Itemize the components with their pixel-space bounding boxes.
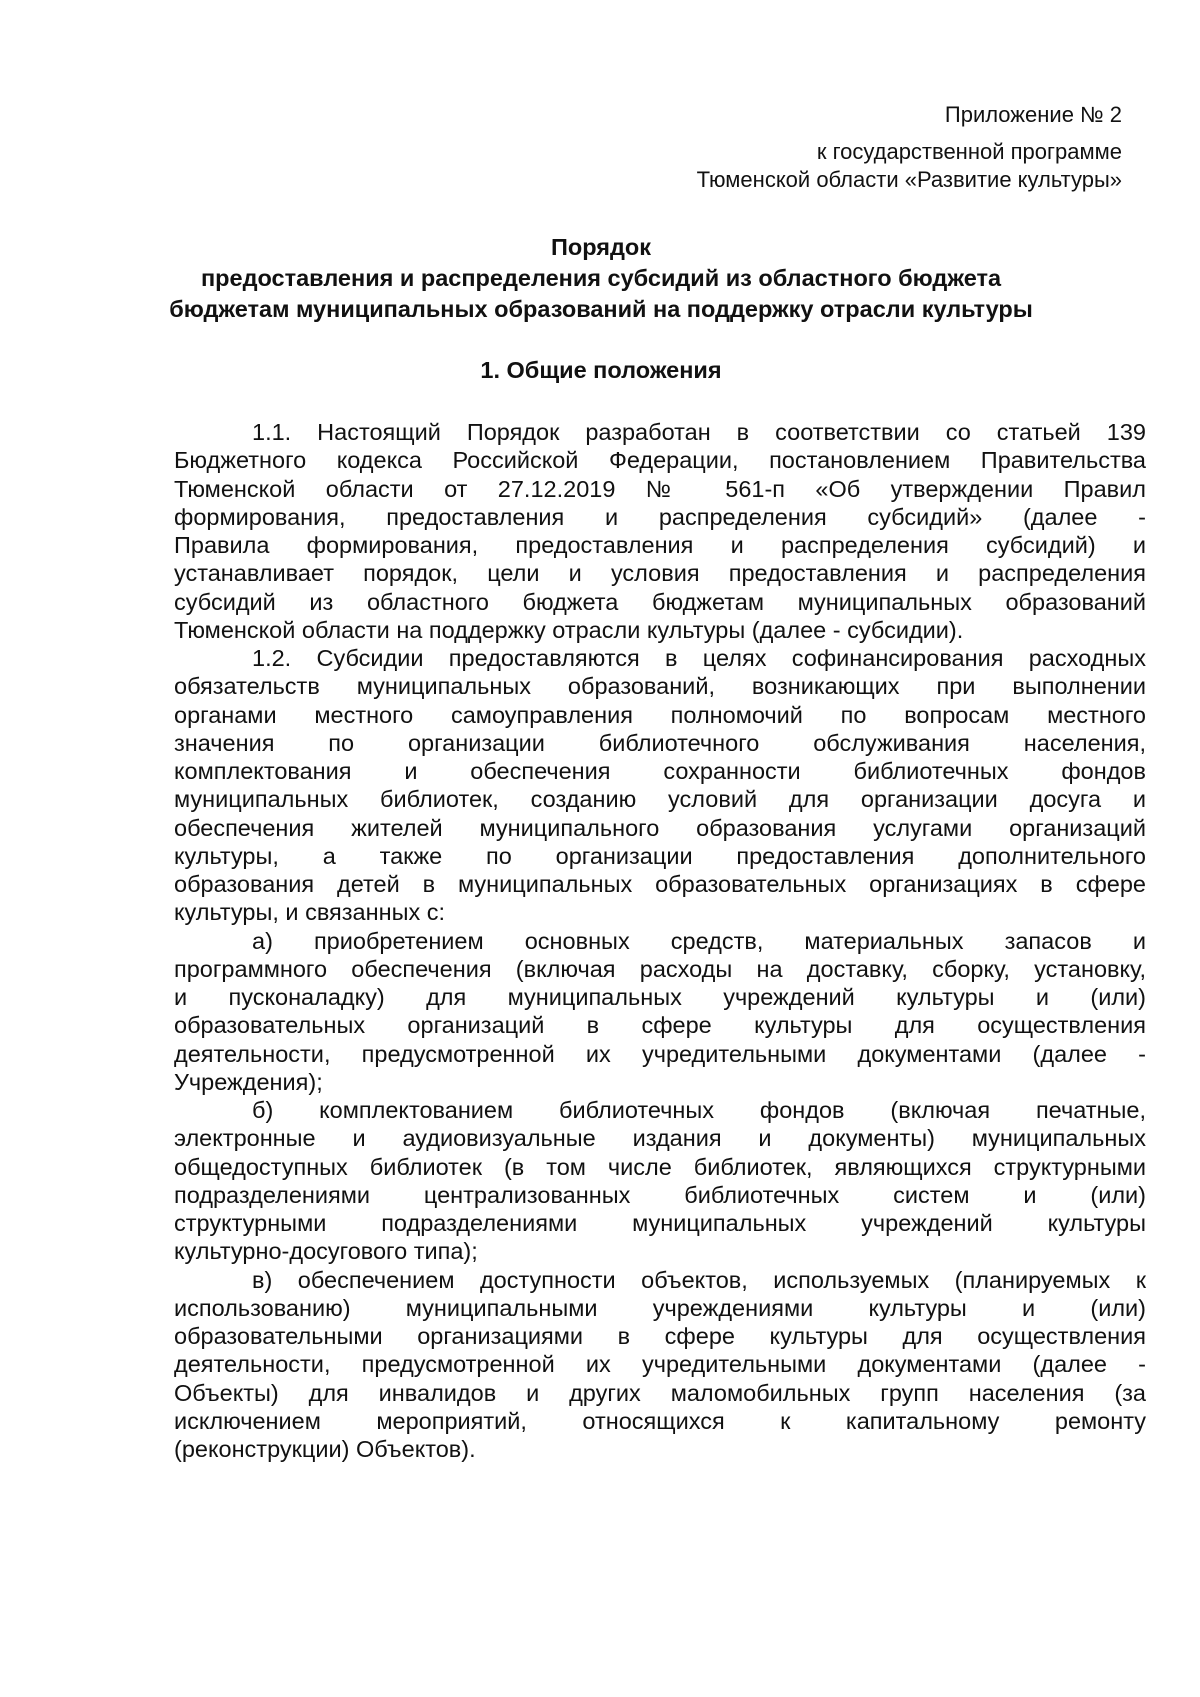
- text-line: образовательных организаций в сфере культуры для осуществления: [174, 1012, 1146, 1039]
- text-line: Тюменской области от 27.12.2019 № 561-п «Об утверждении Правил: [174, 475, 1146, 502]
- text-line: образовательными организациями в сфере культуры для осуществления: [174, 1323, 1146, 1349]
- document-body: [174, 418, 1146, 1463]
- text-line: общедоступных библиотек (в том числе библиотек, являющихся структурными: [174, 1153, 1146, 1180]
- text-line: обязательств муниципальных образований, возникающих при выполнении: [174, 673, 1146, 700]
- paragraph: [174, 418, 1146, 644]
- text-line: формирования, предоставления и распределения субсидий» (далее -: [174, 503, 1146, 530]
- text-line: Учреждения);: [174, 1068, 323, 1095]
- text-line: в) обеспечением доступности объектов, используемых (планируемых к: [252, 1266, 1146, 1293]
- text-line: 1.2. Субсидии предоставляются в целях софинансирования расходных: [252, 645, 1146, 671]
- text-line: органами местного самоуправления полномочий по вопросам местного: [174, 701, 1146, 728]
- text-line: структурными подразделениями муниципальных учреждений культуры: [174, 1210, 1146, 1236]
- text-line: и пусконаладку) для муниципальных учреждений культуры и (или): [174, 984, 1146, 1010]
- appendix-program-line-2: Тюменской области «Развитие культуры»: [696, 167, 1122, 192]
- appendix-program-reference: [697, 138, 1122, 194]
- text-line: Тюменской области на поддержку отрасли культуры (далее - субсидии).: [174, 616, 964, 643]
- text-line: Правила формирования, предоставления и распределения субсидий) и: [174, 532, 1146, 558]
- text-line: деятельности, предусмотренной их учредительными документами (далее -: [174, 1351, 1146, 1378]
- text-line: Бюджетного кодекса Российской Федерации, постановлением Правительства: [174, 447, 1146, 474]
- text-line: программного обеспечения (включая расходы на доставку, сборку, установку,: [174, 955, 1146, 982]
- paragraph: [174, 644, 1146, 927]
- text-line: исключением мероприятий, относящихся к капитальному ремонту: [174, 1407, 1146, 1434]
- appendix-program-line-1: к государственной программе: [816, 139, 1122, 164]
- text-line: устанавливает порядок, цели и условия предоставления и распределения: [174, 560, 1146, 587]
- text-line: (реконструкции) Объектов).: [174, 1436, 476, 1462]
- appendix-number: [945, 101, 1122, 129]
- text-line: б) комплектованием библиотечных фондов (включая печатные,: [252, 1097, 1146, 1123]
- paragraph: [174, 1096, 1146, 1266]
- text-line: а) приобретением основных средств, материальных запасов и: [252, 927, 1146, 954]
- text-line: муниципальных библиотек, созданию условий для организации досуга и: [174, 786, 1146, 813]
- title-line-1: Порядок: [550, 234, 652, 260]
- text-line: культурно-досугового типа);: [174, 1238, 478, 1265]
- paragraph: [174, 1266, 1146, 1464]
- text-line: образования детей в муниципальных образовательных организациях в сфере: [174, 871, 1146, 897]
- text-line: обеспечения жителей муниципального образования услугами организаций: [174, 814, 1146, 841]
- text-line: электронные и аудиовизуальные издания и документы) муниципальных: [174, 1125, 1146, 1152]
- section-heading: 1. Общие положения: [480, 357, 722, 383]
- title-line-3: бюджетам муниципальных образований на поддержку отрасли культуры: [169, 296, 1033, 322]
- text-line: деятельности, предусмотренной их учредительными документами (далее -: [174, 1040, 1146, 1067]
- text-line: 1.1. Настоящий Порядок разработан в соответствии со статьей 139: [252, 419, 1146, 445]
- text-line: комплектования и обеспечения сохранности библиотечных фондов: [174, 758, 1146, 784]
- text-line: использованию) муниципальными учреждениями культуры и (или): [174, 1294, 1146, 1321]
- paragraph: [174, 927, 1146, 1097]
- appendix-label: Приложение № 2: [944, 102, 1122, 127]
- text-line: Объекты) для инвалидов и других маломобильных групп населения (за: [174, 1379, 1146, 1406]
- document-title: [120, 232, 1082, 325]
- text-line: значения по организации библиотечного обслуживания населения,: [174, 729, 1146, 756]
- text-line: культуры, и связанных с:: [174, 899, 446, 926]
- text-line: подразделениями централизованных библиотечных систем и (или): [174, 1181, 1146, 1208]
- title-line-2: предоставления и распределения субсидий из областного бюджета: [200, 265, 1002, 291]
- text-line: культуры, а также по организации предоставления дополнительного: [174, 842, 1146, 869]
- text-line: субсидий из областного бюджета бюджетам муниципальных образований: [174, 588, 1146, 615]
